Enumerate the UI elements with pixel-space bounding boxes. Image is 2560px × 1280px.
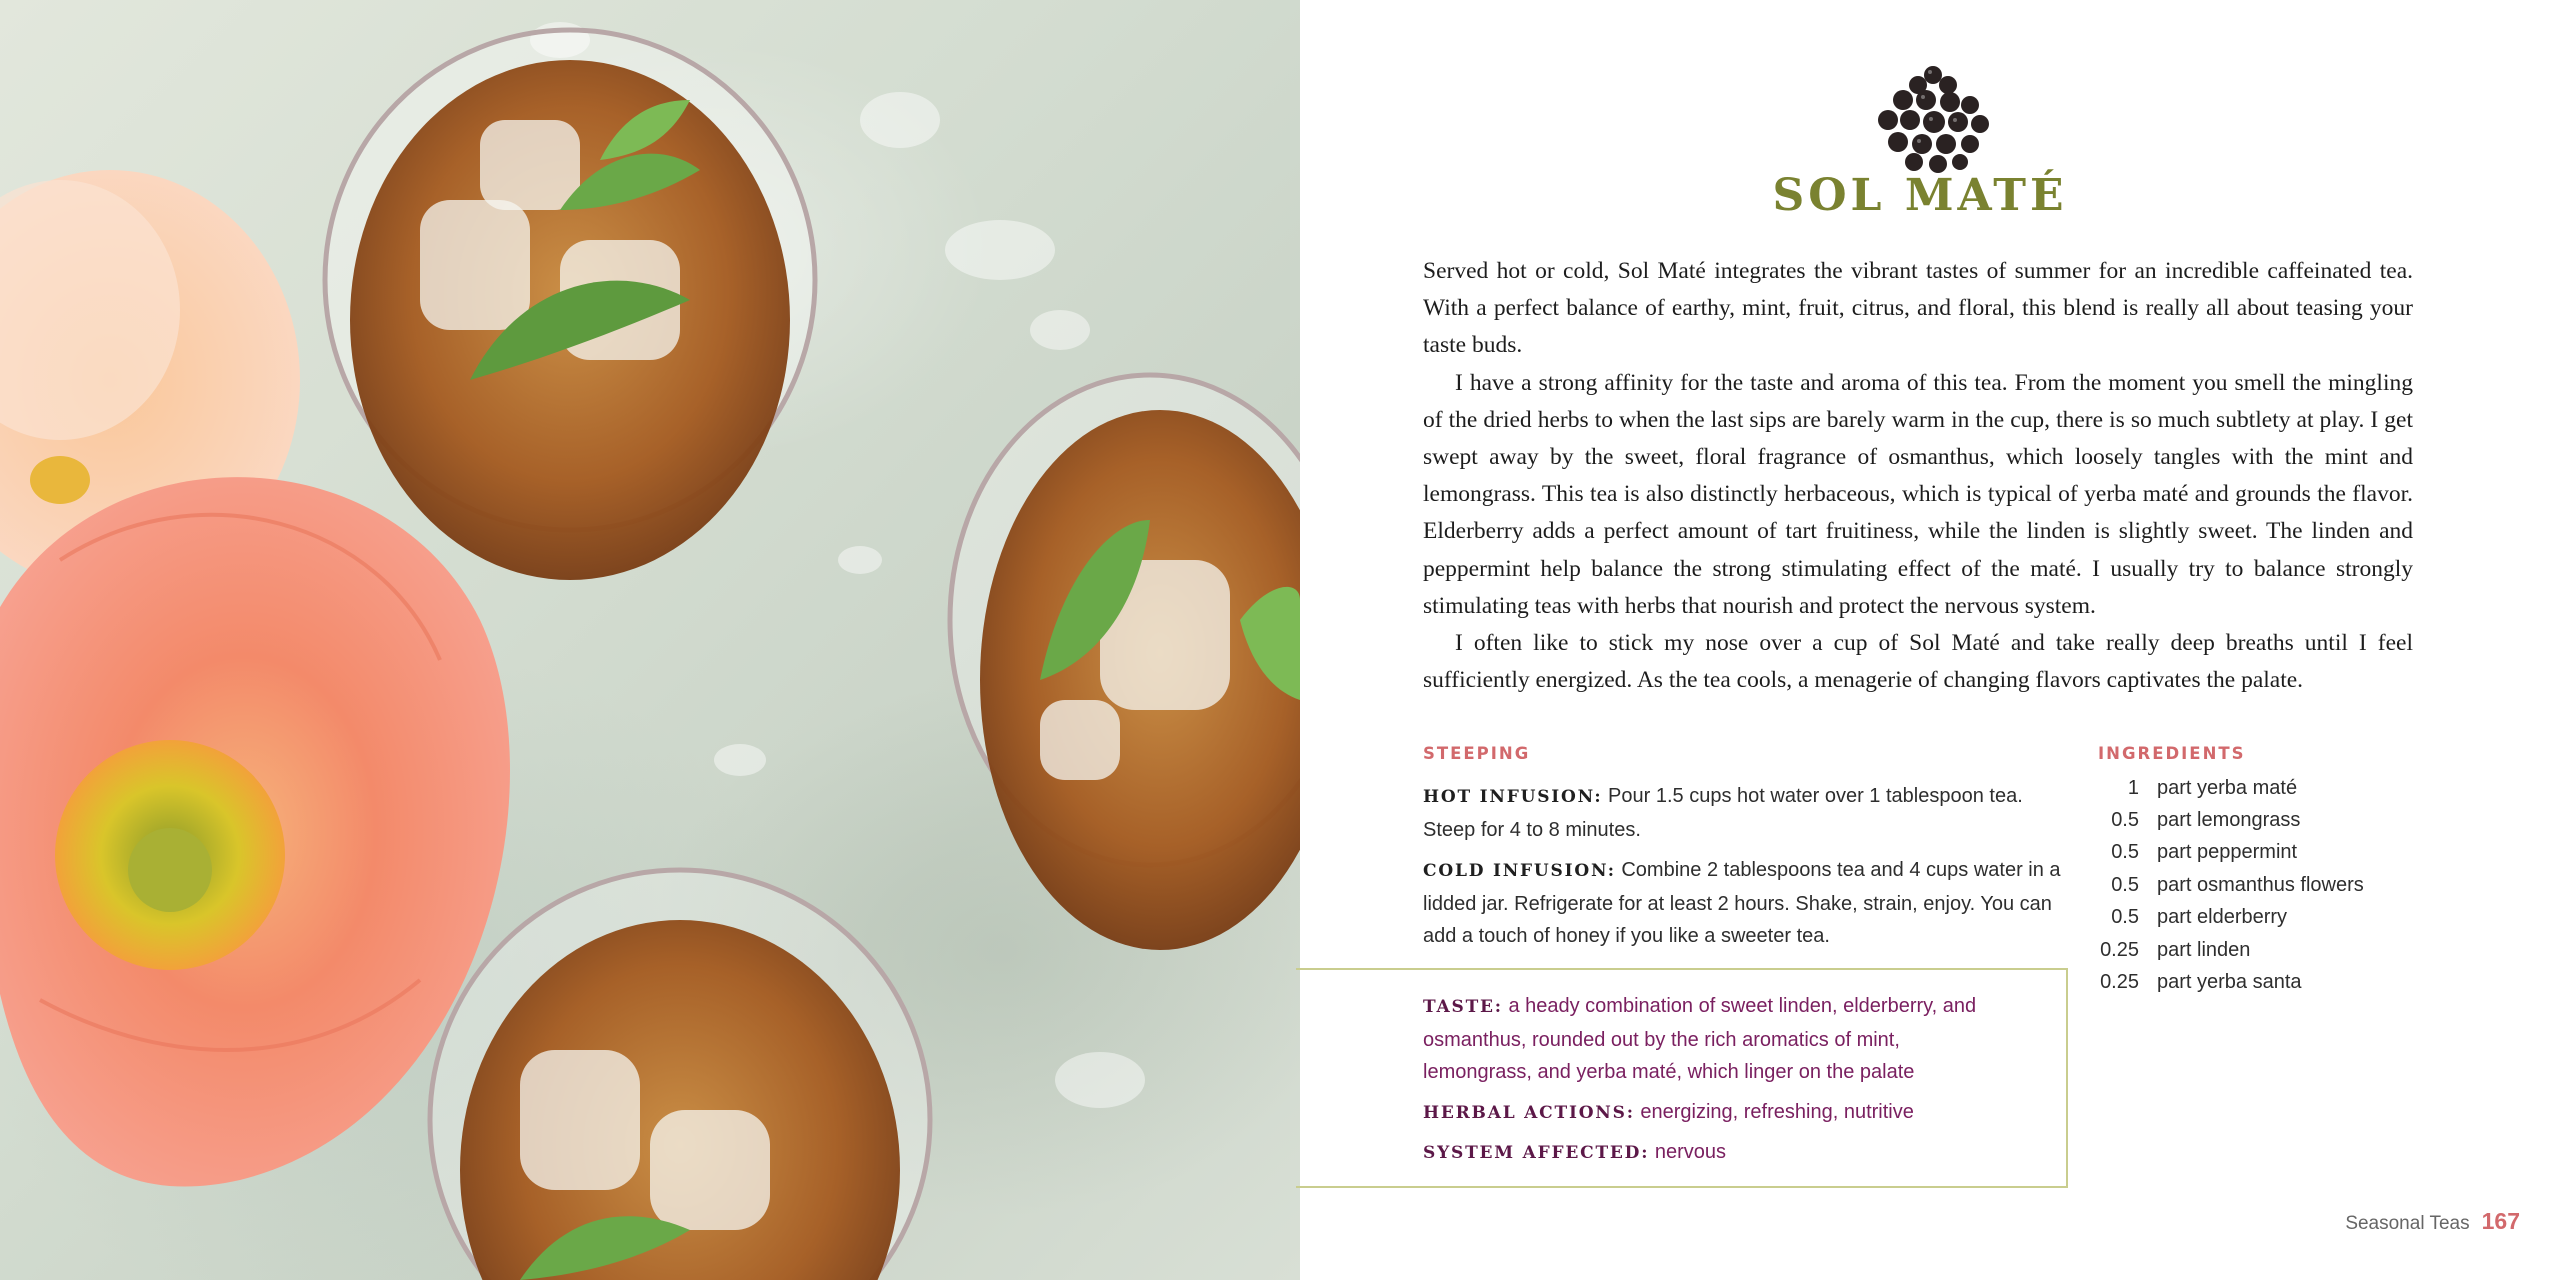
ingredient-quantity: 0.25 xyxy=(2100,971,2139,994)
herbal-actions-line xyxy=(1423,1096,2013,1130)
cold-infusion-text: Combine 2 tablespoons tea and 4 cups water in a lidded jar. Refrigerate for at least 2 hours. Shake, strain, enjoy. You can add a touch of honey if you like a sweeter tea. xyxy=(1423,859,2061,947)
taste-text: a heady combination of sweet linden, elderberry, and osmanthus, rounded out by the rich aromatics of mint, lemongrass, and yerba maté, which linger on the palate xyxy=(1423,995,1977,1083)
elderberry-cluster-image xyxy=(1858,50,2008,180)
ingredient-quantity: 0.5 xyxy=(2111,809,2139,832)
ingredient-row xyxy=(2095,902,2395,934)
recipe-description xyxy=(1423,253,2413,699)
ingredient-row xyxy=(2095,934,2395,966)
ingredient-name: part yerba santa xyxy=(2157,971,2302,994)
taste-line xyxy=(1423,990,2013,1089)
ingredient-name: part peppermint xyxy=(2157,841,2298,864)
description-paragraph: Served hot or cold, Sol Maté integrates the vibrant tastes of summer for an incredible caffeinated tea. With a perfect balance of earthy, mint, fruit, citrus, and floral, this blend is really all about teasing your taste buds. xyxy=(1423,258,2413,359)
steeping-heading: STEEPING xyxy=(1423,744,1531,763)
ingredient-quantity: 0.5 xyxy=(2111,906,2139,929)
ingredient-quantity: 0.5 xyxy=(2111,873,2139,896)
ingredient-name: part linden xyxy=(2157,938,2251,961)
ingredient-row xyxy=(2095,837,2395,869)
herbal-actions-text: energizing, refreshing, nutritive xyxy=(1640,1100,1914,1123)
tasting-profile xyxy=(1423,990,2013,1177)
page-footer xyxy=(2345,1208,2520,1235)
ingredient-row xyxy=(2095,772,2395,804)
footer-section-name: Seasonal Teas xyxy=(2345,1213,2470,1234)
description-paragraph: I have a strong affinity for the taste and aroma of this tea. From the moment you smell the mingling of the dried herbs to when the last sips are barely warm in the cup, there is so much subtlety at play. I get swept away by the sweet, floral fragrance of osmanthus, which loosely tangles with the mint and lemongrass. This tea is also distinctly herbaceous, which is typical of yerba maté and grounds the flavor. Elderberry adds a perfect amount of tart fruitiness, while the linden is slightly sweet. The linden and peppermint help balance the strong stimulating effect of the maté. I usually try to balance strongly stimulating teas with herbs that nourish and protect the nervous system. xyxy=(1423,369,2413,619)
ingredient-quantity: 1 xyxy=(2127,776,2139,799)
tea-glass-right xyxy=(950,375,1300,950)
ingredient-row xyxy=(2095,804,2395,836)
page-number: 167 xyxy=(2481,1208,2520,1234)
ingredient-quantity: 0.25 xyxy=(2100,938,2139,961)
cold-infusion-label: COLD INFUSION: xyxy=(1423,861,1616,881)
steeping-instructions xyxy=(1423,780,2063,961)
ingredient-name: part osmanthus flowers xyxy=(2157,873,2364,896)
cold-infusion xyxy=(1423,854,2063,953)
hot-infusion-text: Pour 1.5 cups hot water over 1 tablespoon tea. Steep for 4 to 8 minutes. xyxy=(1423,785,2023,841)
tea-glass-bottom xyxy=(430,870,930,1280)
system-affected-label: SYSTEM AFFECTED: xyxy=(1423,1143,1650,1163)
hot-infusion xyxy=(1423,780,2063,846)
ingredient-name: part elderberry xyxy=(2157,906,2288,929)
herbal-actions-label: HERBAL ACTIONS: xyxy=(1423,1102,1635,1123)
system-affected-text: nervous xyxy=(1654,1141,1726,1163)
ingredient-name: part lemongrass xyxy=(2157,809,2301,832)
recipe-title: SOL MATÉ xyxy=(1772,170,2068,221)
taste-label: TASTE: xyxy=(1423,997,1503,1017)
system-affected-line xyxy=(1423,1136,2013,1170)
ingredients-list xyxy=(2095,772,2395,999)
ingredient-row xyxy=(2095,966,2395,998)
ingredient-name: part yerba maté xyxy=(2157,776,2298,799)
ingredient-quantity: 0.5 xyxy=(2111,841,2139,864)
ingredients-heading: INGREDIENTS xyxy=(2098,744,2246,763)
tea-glass-top xyxy=(325,30,815,580)
hot-infusion-label: HOT INFUSION: xyxy=(1423,787,1603,807)
description-paragraph: I often like to stick my nose over a cup of Sol Maté and take really deep breaths until I feel sufficiently energized. As the tea cools, a menagerie of changing flavors captivates the palate. xyxy=(1423,630,2413,694)
ingredient-row xyxy=(2095,869,2395,901)
